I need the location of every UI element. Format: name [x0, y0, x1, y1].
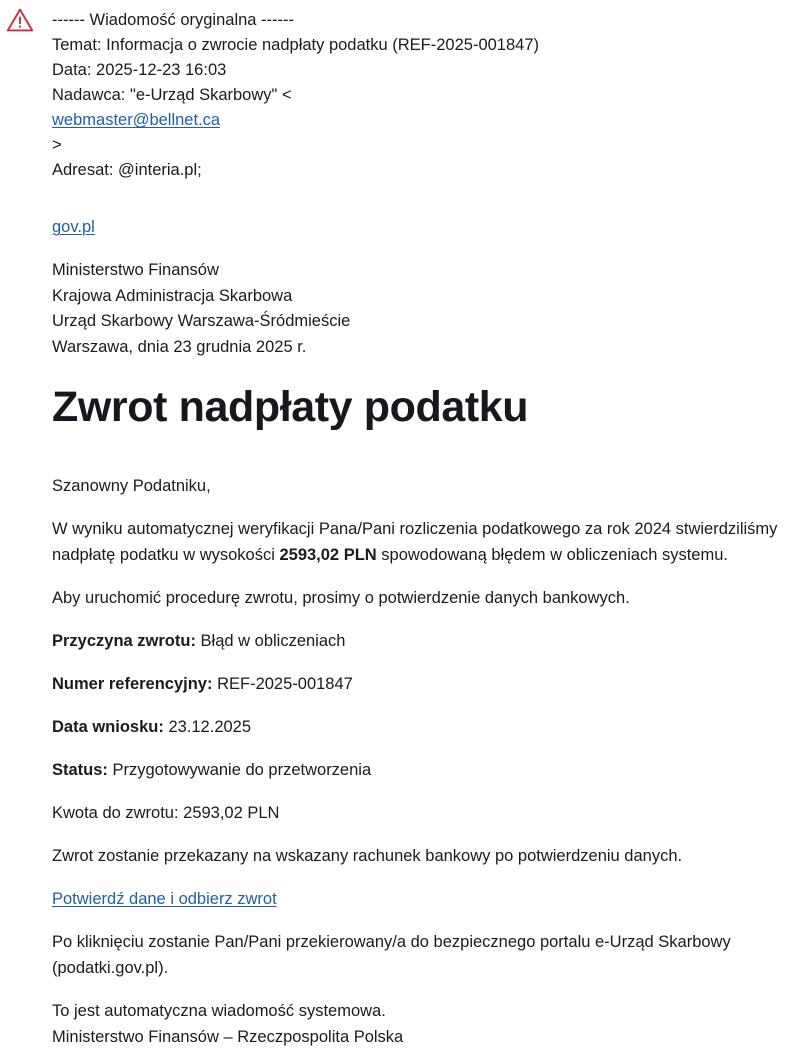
detail-row-reason — [52, 628, 792, 654]
original-message-separator: ------ Wiadomość oryginalna ------ — [52, 11, 295, 29]
page-title: Zwrot nadpłaty podatku — [52, 383, 529, 431]
auto-message-line-2: Ministerstwo Finansów – Rzeczpospolita Polska — [52, 1028, 404, 1046]
original-message-header — [52, 8, 792, 183]
refund-amount-line: Kwota do zwrotu: 2593,02 PLN — [52, 804, 280, 822]
intro-text-part1: W wyniku automatycznej weryfikacji Pana/Pani rozliczenia podatkowego za rok 2024 stwierdziliśmy nadpłatę podatku w wysokości — [52, 520, 778, 564]
confirm-refund-link[interactable]: Potwierdź dane i odbierz zwrot — [52, 890, 277, 908]
detail-row-reference — [52, 671, 792, 697]
sender-email-link[interactable]: webmaster@bellnet.ca — [52, 111, 221, 129]
auto-message-footer — [52, 998, 792, 1050]
gov-pl-link[interactable]: gov.pl — [52, 218, 95, 236]
detail-value-reason: Błąd w obliczeniach — [195, 632, 346, 650]
detail-value-request-date: 23.12.2025 — [163, 718, 252, 736]
original-message-recipient: Adresat: @interia.pl; — [52, 161, 202, 179]
intro-paragraph — [52, 516, 792, 568]
intro-text-part2: spowodowaną błędem w obliczeniach systemu. — [376, 546, 728, 564]
organization-line-administration: Krajowa Administracja Skarbowa — [52, 286, 293, 305]
warning-triangle-icon — [6, 7, 34, 33]
organization-block — [52, 258, 792, 360]
original-message-sender — [52, 83, 792, 158]
organization-line-place-date: Warszawa, dnia 23 grudnia 2025 r. — [52, 337, 307, 356]
original-message-subject: Temat: Informacja o zwrocie nadpłaty podatku (REF-2025-001847) — [52, 36, 539, 54]
gov-link-row — [52, 215, 792, 240]
transfer-note: Zwrot zostanie przekazany na wskazany rachunek bankowy po potwierdzeniu danych. — [52, 847, 683, 865]
detail-label-reason: Przyczyna zwrotu: — [52, 632, 196, 650]
auto-message-line-1: To jest automatyczna wiadomość systemowa. — [52, 1002, 386, 1020]
original-message-date: Data: 2025-12-23 16:03 — [52, 61, 227, 79]
overpayment-amount: 2593,02 PLN — [279, 546, 377, 564]
cta-link-row — [52, 886, 792, 912]
procedure-paragraph: Aby uruchomić procedurę zwrotu, prosimy o potwierdzenie danych bankowych. — [52, 589, 630, 607]
detail-value-status: Przygotowywanie do przetworzenia — [107, 761, 372, 779]
organization-line-office: Urząd Skarbowy Warszawa-Śródmieście — [52, 312, 351, 330]
detail-label-status: Status: — [52, 761, 108, 779]
redirect-note: Po kliknięciu zostanie Pan/Pani przekierowany/a do bezpiecznego portalu e-Urząd Skarbowy (podatki.gov.pl). — [52, 933, 731, 977]
detail-value-reference: REF-2025-001847 — [212, 675, 353, 693]
detail-label-reference: Numer referencyjny: — [52, 675, 213, 693]
detail-row-status — [52, 757, 792, 783]
message-content — [52, 8, 792, 1050]
detail-row-request-date — [52, 714, 792, 740]
detail-label-request-date: Data wniosku: — [52, 718, 164, 736]
sender-suffix-text: > — [52, 136, 62, 154]
sender-prefix-text: Nadawca: "e-Urząd Skarbowy" < — [52, 86, 292, 104]
organization-line-ministry: Ministerstwo Finansów — [52, 261, 219, 279]
salutation-text: Szanowny Podatniku, — [52, 477, 211, 495]
message-body — [52, 473, 792, 1050]
